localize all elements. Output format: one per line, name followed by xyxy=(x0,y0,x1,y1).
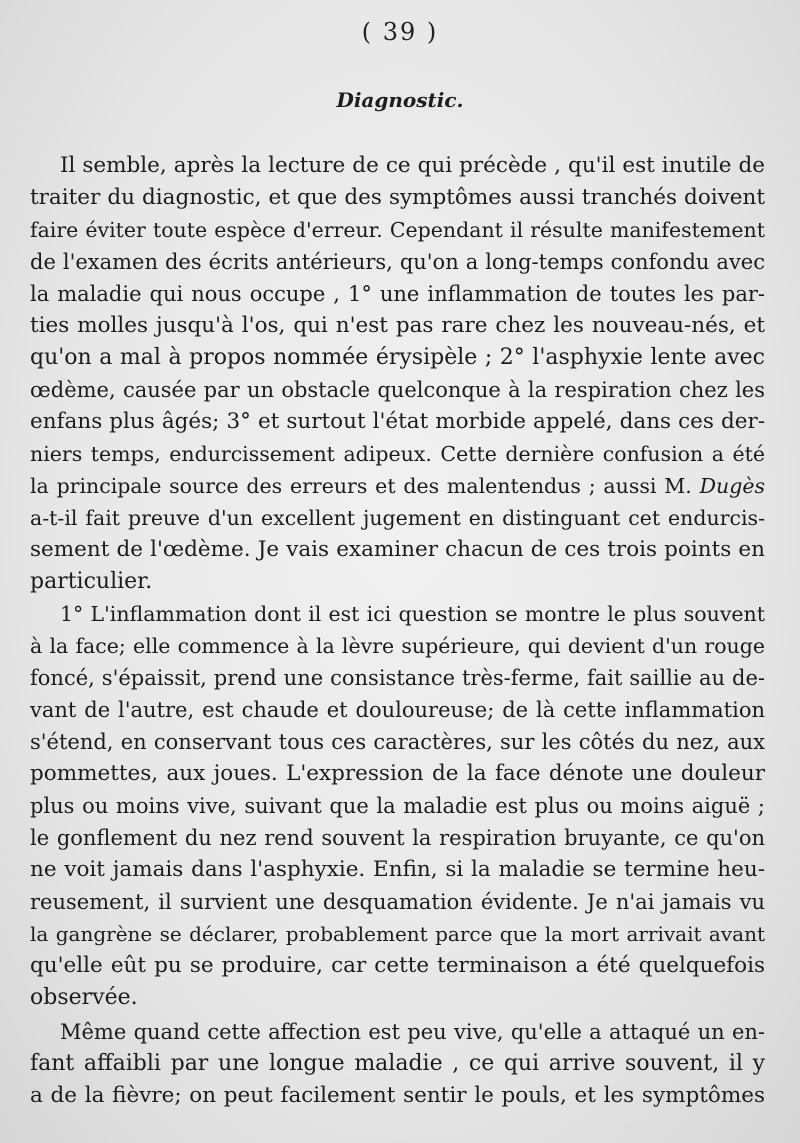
text-line: s'étend, en conservant tous ces caractères, sur les côtés du nez, aux xyxy=(30,730,765,754)
text-line: ne voit jamais dans l'asphyxie. Enfin, si la maladie se termine heu- xyxy=(30,857,765,882)
text-line: Même quand cette affection est peu vive, qu'elle a attaqué un en- xyxy=(60,1020,765,1044)
text-line: ties molles jusqu'à l'os, qui n'est pas rare chez les nouveau-nés, et xyxy=(30,313,765,338)
text-line: de l'examen des écrits antérieurs, qu'on a long-temps confondu avec xyxy=(30,250,765,274)
text-line: qu'elle eût pu se produire, car cette terminaison a été quelquefois xyxy=(30,953,765,978)
text-line: œdème, causée par un obstacle quelconque à la respiration chez les xyxy=(30,378,765,402)
text-line: particulier. xyxy=(30,569,153,594)
text-line: sement de l'œdème. Je vais examiner chacun de ces trois points en xyxy=(30,537,765,562)
text-line: enfans plus âgés; 3° et surtout l'état morbide appelé, dans ces der- xyxy=(30,409,765,434)
text-line: a-t-il fait preuve d'un excellent jugement en distinguant cet endurcis- xyxy=(30,506,765,530)
text-line: faire éviter toute espèce d'erreur. Cependant il résulte manifestement xyxy=(30,218,765,242)
text-line: le gonflement du nez rend souvent la respiration bruyante, ce qu'on xyxy=(30,826,765,850)
page-number: ( 39 ) xyxy=(361,18,439,46)
text-line: traiter du diagnostic, et que des symptômes aussi tranchés doivent xyxy=(30,185,765,210)
text-line: 1° L'inflammation dont il est ici question se montre le plus souvent xyxy=(60,602,765,626)
text-line: observée. xyxy=(30,985,138,1010)
author-name: Dugès xyxy=(699,474,765,498)
text-line: plus ou moins vive, suivant que la maladie est plus ou moins aiguë ; xyxy=(30,794,765,818)
text-line: a de la fièvre; on peut facilement sentir le pouls, et les symptômes xyxy=(30,1083,765,1108)
section-title: Diagnostic. xyxy=(336,88,464,112)
text-line: à la face; elle commence à la lèvre supérieure, qui devient d'un rouge xyxy=(30,634,765,658)
text-line: pommettes, aux joues. L'expression de la face dénote une douleur xyxy=(30,761,765,786)
text-line: vant de l'autre, est chaude et douloureuse; de là cette inflammation xyxy=(30,698,765,722)
text-line: qu'on a mal à propos nommée érysipèle ; 2° l'asphyxie lente avec xyxy=(30,345,765,370)
text-line: Il semble, après la lecture de ce qui précède , qu'il est inutile de xyxy=(60,153,765,178)
text-line: niers temps, endurcissement adipeux. Cette dernière confusion a été xyxy=(30,442,765,466)
text-line: foncé, s'épaissit, prend une consistance très-ferme, fait saillie au de- xyxy=(30,666,765,690)
text-line: la gangrène se déclarer, probablement parce que la mort arrivait avant xyxy=(30,922,765,946)
text-line: la principale source des erreurs et des malentendus ; aussi M. Dugès xyxy=(30,474,765,498)
text-line: la maladie qui nous occupe , 1° une inflammation de toutes les par- xyxy=(30,282,765,306)
text-line: reusement, il survient une desquamation évidente. Je n'ai jamais vu xyxy=(30,890,765,914)
text-line: fant affaibli par une longue maladie , ce qui arrive souvent, il y xyxy=(30,1051,765,1076)
